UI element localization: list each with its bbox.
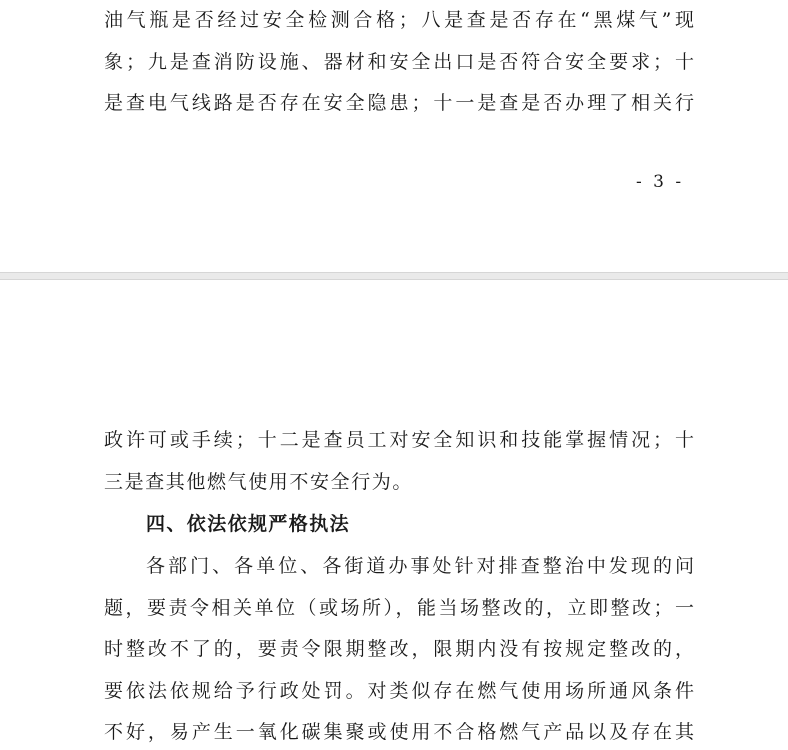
- text-line: 油气瓶是否经过安全检测合格；八是查是否存在“黑煤气”现: [104, 9, 694, 31]
- paragraph-line: 要依法依规给予行政处罚。对类似存在燃气使用场所通风条件: [104, 680, 694, 702]
- text-line: 是查电气线路是否存在安全隐患；十一是查是否办理了相关行: [104, 92, 694, 114]
- paragraph-line: 题，要责令相关单位（或场所），能当场整改的，立即整改；一: [104, 597, 694, 619]
- section-heading: 四、依法依规严格执法: [146, 513, 351, 535]
- text-line: 政许可或手续；十二是查员工对安全知识和技能掌握情况；十: [104, 429, 694, 451]
- page-separator: [0, 272, 788, 280]
- text-line: 三是查其他燃气使用不安全行为。: [104, 471, 414, 493]
- paragraph-line: 不好，易产生一氧化碳集聚或使用不合格燃气产品以及存在其: [104, 721, 694, 743]
- paragraph-line: 时整改不了的，要责令限期整改，限期内没有按规定整改的，: [104, 638, 694, 660]
- paragraph-line: 各部门、各单位、各街道办事处针对排查整治中发现的问: [146, 555, 694, 577]
- page-number: - 3 -: [636, 172, 685, 192]
- text-line: 象；九是查消防设施、器材和安全出口是否符合安全要求；十: [104, 51, 694, 73]
